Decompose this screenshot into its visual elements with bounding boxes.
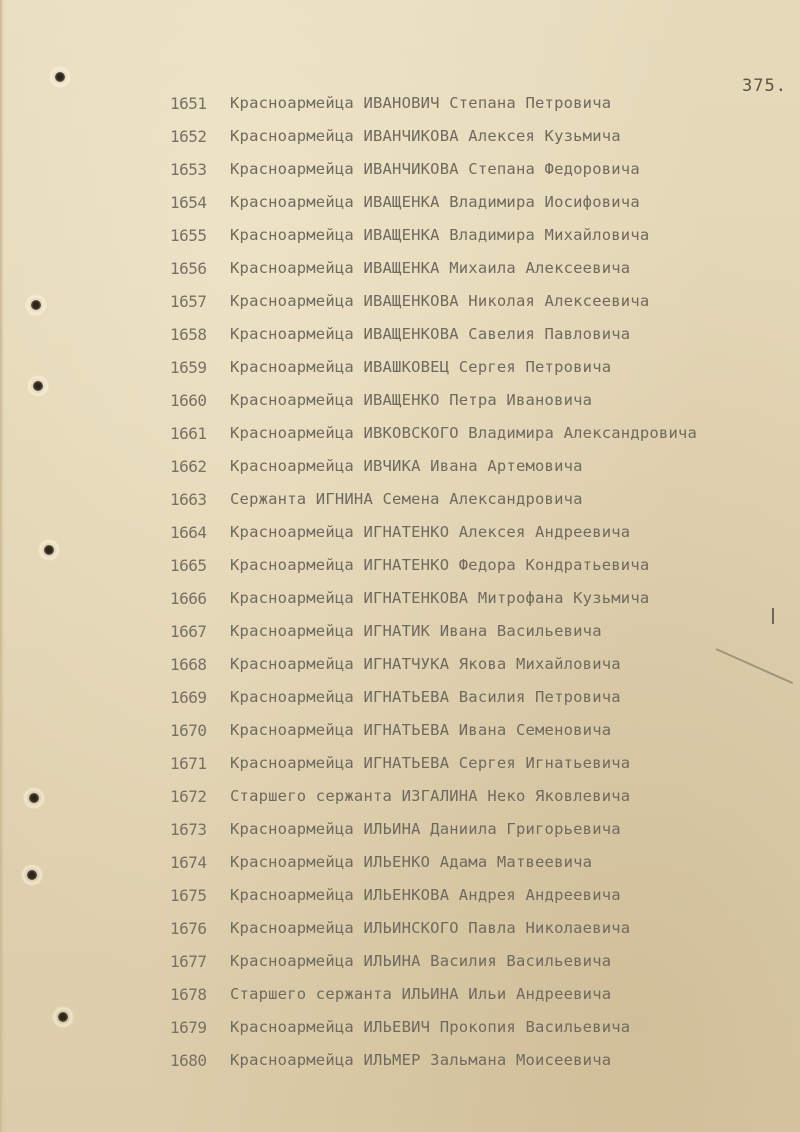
- entry-text: Красноармейца ИГНАТЕНКО Федора Кондратьевича: [230, 556, 650, 574]
- entry-number: 1667: [170, 621, 207, 641]
- left-page-edge: [0, 0, 4, 1132]
- punch-hole-icon: [27, 870, 37, 880]
- entry-text: Красноармейца ИЛЬЕНКОВА Андрея Андреевича: [230, 886, 621, 904]
- punch-hole-icon: [31, 300, 41, 310]
- entry-number: 1669: [170, 687, 207, 707]
- entry-number: 1657: [170, 291, 207, 311]
- entry-number: 1658: [170, 324, 207, 344]
- entry-number: 1660: [170, 390, 207, 410]
- entry-text: Красноармейца ИГНАТЬЕВА Василия Петровича: [230, 688, 621, 706]
- entry-number: 1675: [170, 885, 207, 905]
- entry-text: Красноармейца ИВАНЧИКОВА Степана Федоровича: [230, 160, 640, 178]
- entry-number: 1666: [170, 588, 207, 608]
- entry-text: Красноармейца ИВАЩЕНКОВА Савелия Павловича: [230, 325, 631, 343]
- page-number: 375.: [742, 76, 787, 96]
- margin-pencil-mark: [772, 608, 774, 624]
- entry-text: Старшего сержанта ИЗГАЛИНА Неко Яковлевича: [230, 787, 631, 805]
- entry-text: Красноармейца ИЛЬИНА Василия Васильевича: [230, 952, 612, 970]
- entry-number: 1664: [170, 522, 207, 542]
- entry-number: 1677: [170, 951, 207, 971]
- entry-text: Красноармейца ИЛЬМЕР Зальмана Моисеевича: [230, 1051, 612, 1069]
- entry-number: 1661: [170, 423, 207, 443]
- entry-text: Красноармейца ИГНАТЕНКО Алексея Андреевича: [230, 523, 631, 541]
- entry-text: Красноармейца ИЛЬЕВИЧ Прокопия Васильевича: [230, 1018, 631, 1036]
- entry-text: Красноармейца ИВАЩЕНКА Владимира Иосифовича: [230, 193, 640, 211]
- punch-hole-icon: [33, 381, 43, 391]
- entry-text: Красноармейца ИГНАТЕНКОВА Митрофана Кузьмича: [230, 589, 650, 607]
- entry-text: Красноармейца ИВАНЧИКОВА Алексея Кузьмича: [230, 127, 621, 145]
- entry-number: 1678: [170, 984, 207, 1004]
- entry-number: 1663: [170, 489, 207, 509]
- entry-number: 1655: [170, 225, 207, 245]
- entry-text: Красноармейца ИВАШКОВЕЦ Сергея Петровича: [230, 358, 612, 376]
- entry-text: Красноармейца ИГНАТИК Ивана Васильевича: [230, 622, 602, 640]
- margin-scratch-mark: [716, 648, 794, 684]
- entry-number: 1662: [170, 456, 207, 476]
- entry-number: 1679: [170, 1017, 207, 1037]
- entry-text: Красноармейца ИЛЬИНА Даниила Григорьевича: [230, 820, 621, 838]
- entry-number: 1674: [170, 852, 207, 872]
- punch-hole-icon: [55, 72, 65, 82]
- entry-text: Старшего сержанта ИЛЬИНА Ильи Андреевича: [230, 985, 612, 1003]
- entry-text: Красноармейца ИГНАТЬЕВА Ивана Семеновича: [230, 721, 612, 739]
- entry-text: Красноармейца ИВАНОВИЧ Степана Петровича: [230, 94, 612, 112]
- entry-text: Красноармейца ИВАЩЕНКО Петра Ивановича: [230, 391, 593, 409]
- entry-number: 1652: [170, 126, 207, 146]
- entry-number: 1651: [170, 93, 207, 113]
- punch-hole-icon: [29, 793, 39, 803]
- entry-text: Красноармейца ИЛЬИНСКОГО Павла Николаевича: [230, 919, 631, 937]
- entry-number: 1668: [170, 654, 207, 674]
- entry-number: 1671: [170, 753, 207, 773]
- punch-hole-icon: [44, 545, 54, 555]
- entry-number: 1654: [170, 192, 207, 212]
- entry-number: 1680: [170, 1050, 207, 1070]
- entry-number: 1656: [170, 258, 207, 278]
- entry-text: Красноармейца ИВАЩЕНКА Михаила Алексеевича: [230, 259, 631, 277]
- entry-number: 1672: [170, 786, 207, 806]
- entry-number: 1659: [170, 357, 207, 377]
- entry-number: 1665: [170, 555, 207, 575]
- entry-text: Красноармейца ИЛЬЕНКО Адама Матвеевича: [230, 853, 593, 871]
- entry-text: Красноармейца ИВКОВСКОГО Владимира Александровича: [230, 424, 698, 442]
- entry-text: Красноармейца ИГНАТЧУКА Якова Михайловича: [230, 655, 621, 673]
- entry-text: Красноармейца ИВАЩЕНКА Владимира Михайловича: [230, 226, 650, 244]
- entry-text: Красноармейца ИГНАТЬЕВА Сергея Игнатьевича: [230, 754, 631, 772]
- punch-hole-icon: [58, 1012, 68, 1022]
- entry-number: 1676: [170, 918, 207, 938]
- entry-number: 1670: [170, 720, 207, 740]
- entry-text: Сержанта ИГНИНА Семена Александровича: [230, 490, 583, 508]
- entry-text: Красноармейца ИВЧИКА Ивана Артемовича: [230, 457, 583, 475]
- entry-number: 1673: [170, 819, 207, 839]
- entry-number: 1653: [170, 159, 207, 179]
- entry-text: Красноармейца ИВАЩЕНКОВА Николая Алексеевича: [230, 292, 650, 310]
